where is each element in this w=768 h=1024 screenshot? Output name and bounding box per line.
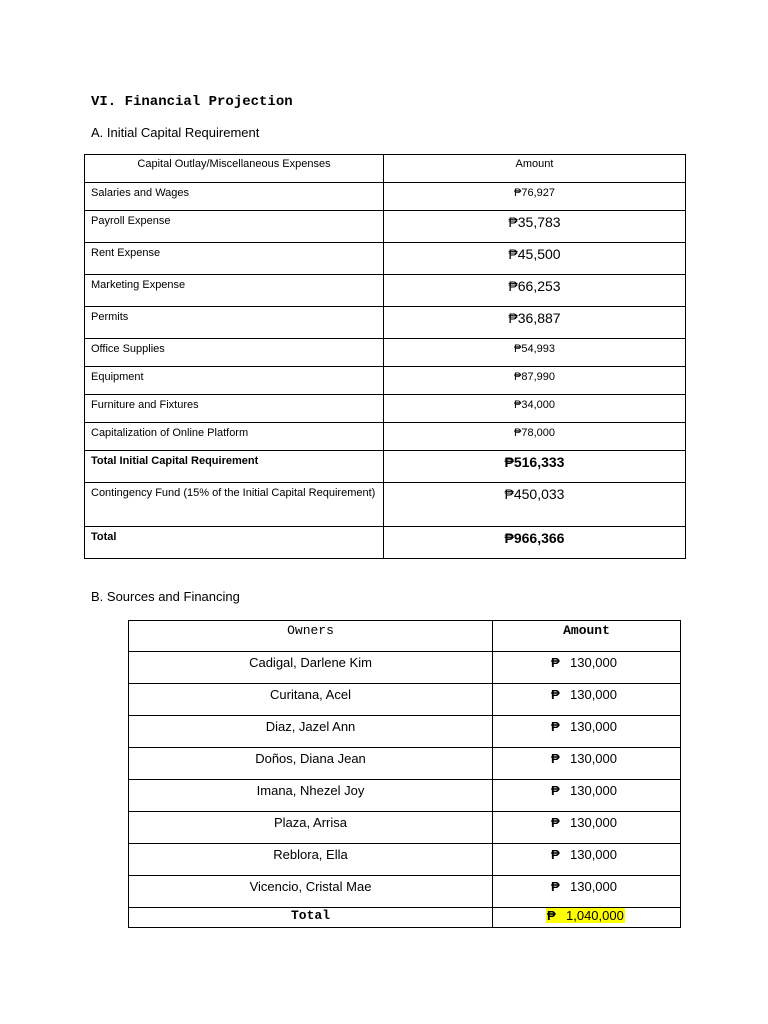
owner-name: Cadigal, Darlene Kim <box>129 652 493 684</box>
owner-amount <box>493 844 681 876</box>
amount-value: 130,000 <box>570 879 617 894</box>
total-row <box>85 527 686 559</box>
total-label: Total <box>129 908 493 928</box>
table-header-row <box>85 155 686 183</box>
peso-sign: ₱ <box>551 687 560 702</box>
expense-label: Salaries and Wages <box>85 183 384 211</box>
peso-sign: ₱ <box>551 783 560 798</box>
subsection-a-heading: A. Initial Capital Requirement <box>91 125 260 140</box>
total-row <box>129 908 681 928</box>
expense-label: Furniture and Fixtures <box>85 395 384 423</box>
column-header-owners: Owners <box>129 621 493 652</box>
owner-amount <box>493 652 681 684</box>
table-row <box>129 844 681 876</box>
total-label: Total <box>85 527 384 559</box>
amount-value: 130,000 <box>570 847 617 862</box>
amount-value: 130,000 <box>570 655 617 670</box>
amount-value: 130,000 <box>570 783 617 798</box>
table-row <box>85 483 686 527</box>
owner-name: Curitana, Acel <box>129 684 493 716</box>
owner-amount <box>493 812 681 844</box>
subsection-b-heading: B. Sources and Financing <box>91 589 240 604</box>
amount-value: 130,000 <box>570 815 617 830</box>
subtotal-label: Total Initial Capital Requirement <box>85 451 384 483</box>
owner-name: Imana, Nhezel Joy <box>129 780 493 812</box>
peso-sign: ₱ <box>551 847 560 862</box>
owner-amount <box>493 684 681 716</box>
column-header-amount: Amount <box>493 621 681 652</box>
owner-amount <box>493 876 681 908</box>
expense-amount: ₱45,500 <box>384 243 686 275</box>
peso-sign: ₱ <box>551 815 560 830</box>
owner-name: Diaz, Jazel Ann <box>129 716 493 748</box>
contingency-amount: ₱450,033 <box>384 483 686 527</box>
sources-financing-table <box>128 620 681 928</box>
expense-amount: ₱76,927 <box>384 183 686 211</box>
owner-amount <box>493 780 681 812</box>
table-row <box>85 307 686 339</box>
initial-capital-table <box>84 154 686 559</box>
contingency-label: Contingency Fund (15% of the Initial Capital Requirement) <box>85 483 384 527</box>
table-row <box>85 339 686 367</box>
expense-label: Capitalization of Online Platform <box>85 423 384 451</box>
total-amount <box>493 908 681 928</box>
expense-amount: ₱34,000 <box>384 395 686 423</box>
expense-amount: ₱36,887 <box>384 307 686 339</box>
expense-amount: ₱35,783 <box>384 211 686 243</box>
table-row <box>129 780 681 812</box>
expense-label: Payroll Expense <box>85 211 384 243</box>
column-header-amount: Amount <box>384 155 686 183</box>
amount-value: 130,000 <box>570 719 617 734</box>
table-row <box>129 748 681 780</box>
section-title: VI. Financial Projection <box>91 94 293 110</box>
table-row <box>129 812 681 844</box>
peso-sign: ₱ <box>551 751 560 766</box>
owner-name: Plaza, Arrisa <box>129 812 493 844</box>
table-row <box>85 367 686 395</box>
column-header-expenses: Capital Outlay/Miscellaneous Expenses <box>85 155 384 183</box>
expense-label: Marketing Expense <box>85 275 384 307</box>
table-row <box>85 183 686 211</box>
table-row <box>85 211 686 243</box>
subtotal-amount: ₱516,333 <box>384 451 686 483</box>
owner-amount <box>493 748 681 780</box>
expense-amount: ₱66,253 <box>384 275 686 307</box>
expense-amount: ₱87,990 <box>384 367 686 395</box>
peso-sign: ₱ <box>551 719 560 734</box>
subtotal-row <box>85 451 686 483</box>
table-row <box>85 423 686 451</box>
table-header-row <box>129 621 681 652</box>
expense-label: Rent Expense <box>85 243 384 275</box>
peso-sign: ₱ <box>547 908 556 923</box>
owner-name: Reblora, Ella <box>129 844 493 876</box>
owner-name: Vicencio, Cristal Mae <box>129 876 493 908</box>
table-row <box>129 652 681 684</box>
total-amount: ₱966,366 <box>384 527 686 559</box>
table-row <box>129 876 681 908</box>
table-row <box>85 395 686 423</box>
peso-sign: ₱ <box>551 655 560 670</box>
amount-value: 130,000 <box>570 687 617 702</box>
table-row <box>85 243 686 275</box>
expense-amount: ₱78,000 <box>384 423 686 451</box>
expense-amount: ₱54,993 <box>384 339 686 367</box>
expense-label: Equipment <box>85 367 384 395</box>
expense-label: Permits <box>85 307 384 339</box>
owner-amount <box>493 716 681 748</box>
table-row <box>129 716 681 748</box>
table-row <box>129 684 681 716</box>
peso-sign: ₱ <box>551 879 560 894</box>
table-row <box>85 275 686 307</box>
owner-name: Doños, Diana Jean <box>129 748 493 780</box>
amount-value: 130,000 <box>570 751 617 766</box>
total-amount-value: 1,040,000 <box>566 908 624 923</box>
highlighted-total <box>546 908 625 923</box>
expense-label: Office Supplies <box>85 339 384 367</box>
